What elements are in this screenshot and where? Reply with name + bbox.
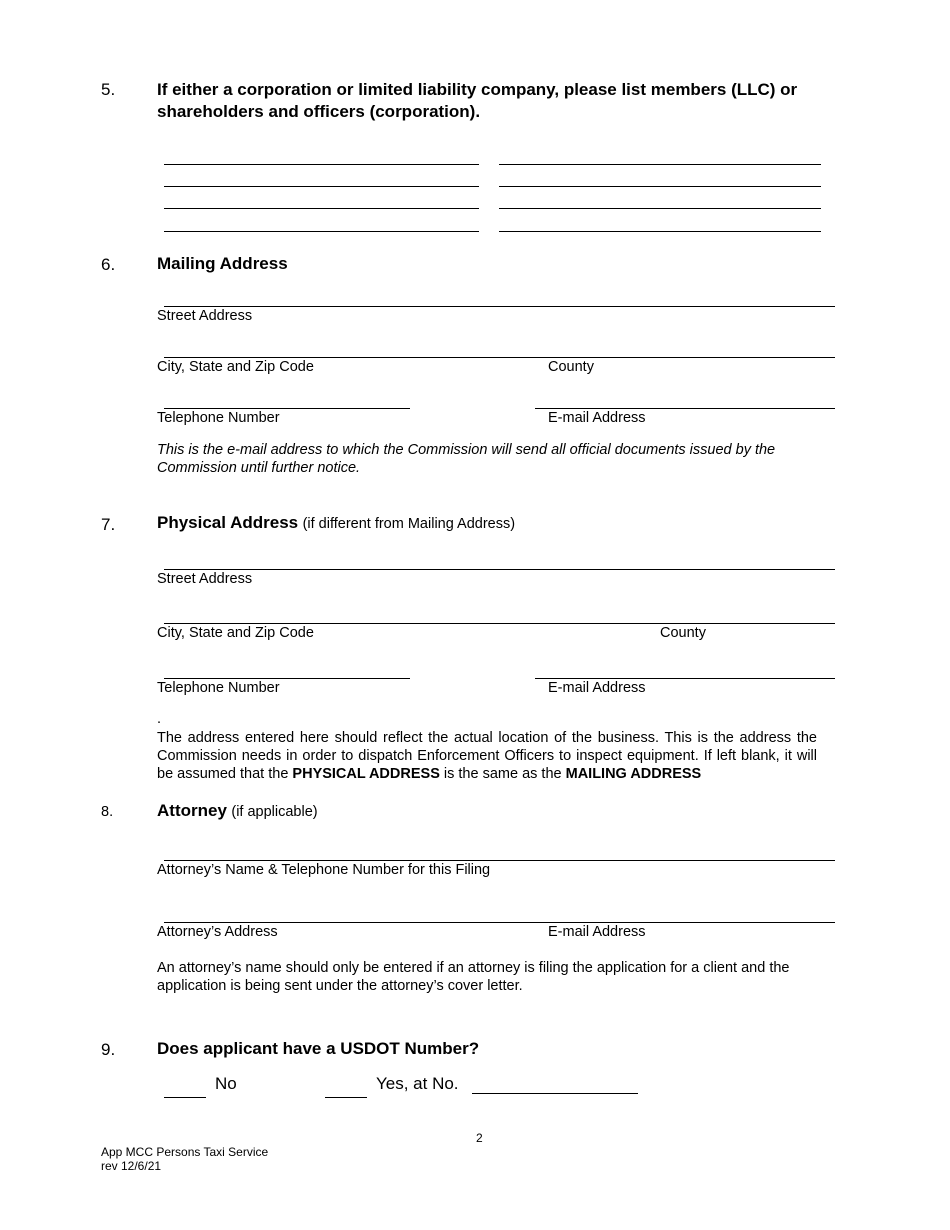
section-5-title: If either a corporation or limited liability company, please list members (LLC) or shareholders and officers (corporation). [157,80,798,121]
mailing-city-county-line[interactable] [164,357,835,358]
member-line-2b[interactable] [499,186,821,187]
section-7-heading [157,513,515,533]
mailing-phone-label: Telephone Number [157,410,280,426]
member-line-3a[interactable] [164,208,479,209]
section-5-number: 5. [101,80,116,99]
footer-revision: rev 12/6/21 [101,1159,162,1173]
note-text-1: The address entered here should reflect the actual location of the business. This is the address the Commission needs in order to dispatch Enforcement Officers to inspect equipment. If left blank, it will be assumed that the [157,730,817,782]
note-bold-physical: PHYSICAL ADDRESS [292,766,440,782]
section-8-heading [157,801,318,821]
mailing-city-label: City, State and Zip Code [157,359,314,375]
physical-street-line[interactable] [164,569,835,570]
attorney-email-label: E-mail Address [548,924,646,940]
physical-email-label: E-mail Address [548,680,646,696]
mailing-street-line[interactable] [164,306,835,307]
attorney-name-label: Attorney’s Name & Telephone Number for this Filing [157,862,491,878]
physical-phone-line[interactable] [164,678,410,679]
physical-address-note [157,729,817,783]
usdot-no-label: No [215,1074,237,1093]
member-line-1a[interactable] [164,164,479,165]
section-6-title: Mailing Address [157,254,288,273]
attorney-address-label: Attorney’s Address [157,924,278,940]
mailing-county-label: County [548,359,594,375]
footer-form-name: App MCC Persons Taxi Service [101,1145,269,1159]
physical-phone-label: Telephone Number [157,680,280,696]
mailing-email-line[interactable] [535,408,835,409]
usdot-yes-label: Yes, at No. [376,1074,459,1093]
section-6-number: 6. [101,255,116,274]
member-line-2a[interactable] [164,186,479,187]
physical-city-label: City, State and Zip Code [157,625,314,641]
mailing-email-label: E-mail Address [548,410,646,426]
member-line-3b[interactable] [499,208,821,209]
member-line-1b[interactable] [499,164,821,165]
section-7-subtitle: (if different from Mailing Address) [302,516,516,532]
member-line-4b[interactable] [499,231,821,232]
note-text-2: is the same as the [439,766,566,782]
stray-period: . [157,711,162,727]
section-9-number: 9. [101,1040,116,1059]
section-7-number: 7. [101,515,116,534]
attorney-name-line[interactable] [164,860,835,861]
section-8-number: 8. [101,804,114,820]
attorney-note: An attorney’s name should only be entered if an attorney is filing the application for a client and the application is being sent under the attorney’s cover letter. [157,960,790,994]
usdot-no-blank[interactable] [164,1097,206,1098]
usdot-number-line[interactable] [472,1093,638,1094]
physical-county-label: County [660,625,706,641]
section-8-title: Attorney [157,801,227,820]
attorney-address-line[interactable] [164,922,835,923]
page-number: 2 [476,1131,483,1145]
section-9-title: Does applicant have a USDOT Number? [157,1039,480,1058]
member-line-4a[interactable] [164,231,479,232]
note-bold-mailing: MAILING ADDRESS [565,766,702,782]
physical-email-line[interactable] [535,678,835,679]
mailing-email-note: This is the e-mail address to which the Commission will send all official documents issued by the Commission until further notice. [157,442,776,476]
physical-city-county-line[interactable] [164,623,835,624]
section-8-subtitle: (if applicable) [231,804,318,820]
usdot-yes-blank[interactable] [325,1097,367,1098]
mailing-street-label: Street Address [157,308,253,324]
physical-street-label: Street Address [157,571,253,587]
section-7-title: Physical Address [157,513,299,532]
mailing-phone-line[interactable] [164,408,410,409]
